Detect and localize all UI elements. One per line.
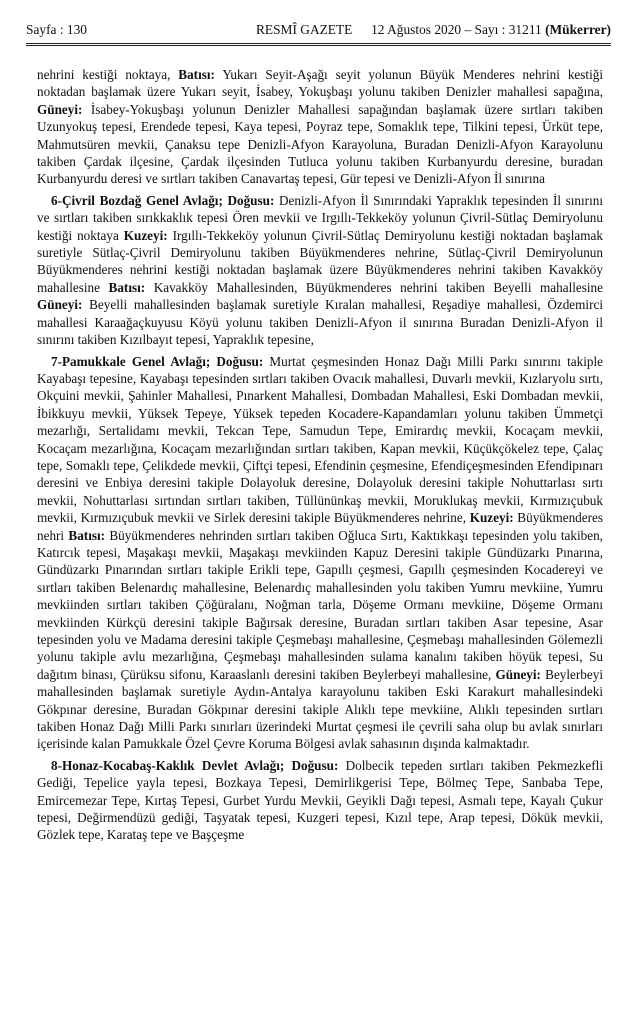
text-run: Murtat çeşmesinden Honaz Dağı Milli Parkı sınırını takiple Kayabaşı tepesine, Kayabaşı tepesinden sırtları takiben Ovacık mahallesi, Duvarlı mevkii, Kızlaryolu sırtı, Okçuini mevkii, Şahinler Mahallesi, Pınarkent Mahallesi, Dombadan Mahallesi, Eski Dombadan mevkii, İbikkuyu mevkii, Yüksek Tepeye, Yüksek tepeden Kocadere-Kapandamları yolunu takiben Ümmetçi mezarlığı, Sertalidamı mevkii, Tekcan Tepe, Samudun Tepe, Emirardıç mevkii, Kocaçam mevkii, Kocaçam mezarlığına, Kocaçam mezarlığından sırtları takiben, Kapan mevkii, Küçükçökelez tepe, Çalaç tepe, Somaklı tepe, Çelikdede mevkii, Çiftçi tepesi, Efendinin çeşmesine, Efendiçeşmesinden Efendipınarı deresini ve Enbiya deresini takiple Dolayoluk deresine, Dolayoluk deresini takiple Nohuttarlası sırtı mevkii, Nohuttarlası sırtından sırtları takiben, Tüllününkaş mevkii, Moruklukaş mevkii, Kırmızıçubuk mevkii, Kırmızıçubuk mevkii ve Sirlek deresini takiple Büyükmenderes nehrine, bbox=[37, 353, 603, 526]
bold-label: Güneyi: bbox=[37, 101, 83, 117]
text-run: Denizli-Afyon İl Sınırındaki Yapraklık tepesinden İl sınırını ve sırtları takiben sırıkkaklık tepesi Ören mevkii ve Irgıllı-Tekkeköy yolunun Çivril-Sütlaç Demiryolunu kestiği noktaya bbox=[37, 192, 603, 243]
section-8-honaz bbox=[37, 757, 603, 844]
section-6-civril bbox=[37, 192, 603, 349]
date-issue-text: 12 Ağustos 2020 – Sayı : 31211 bbox=[371, 22, 546, 37]
bold-label: Batısı: bbox=[178, 67, 215, 82]
document-body bbox=[37, 66, 603, 844]
bold-label: Güneyi: bbox=[495, 666, 541, 682]
text-run: Beyelli mahallesinden başlamak suretiyle Kıralan mahallesi, Reşadiye mahallesi, Özdemirci mahallesi Karaağaçkuyusu Köyü yolunu takiben Denizli-Afyon il sınırına Buradan Denizli-Afyon il sınırını takiben Kızılbayıt tepesi, Yapraklık tepesine, bbox=[37, 297, 603, 348]
text-run: Kavakköy Mahallesinden, Büyükmenderes nehrini takiben Beyelli mahallesine bbox=[145, 279, 604, 295]
text-run: Beylerbeyi mahallesinden başlamak suretiyle Aydın-Antalya karayolunu takiben Eski Karakurt mahallesindeki Gökpınar deresine, Buradan Gökpınar deresini takiple Alıklı tepe mevkiine, Alıklı tepesinden sırtları takiben Honaz Dağı Milli Parkı sınırları üzerindeki Murtat çeşmesi ile çevrili saha olup bu avlak sınırları içerisinde kalan Pamukkale Özel Çevre Koruma Bölgesi avlak sahasının dışında kalmaktadır. bbox=[37, 666, 604, 752]
bold-label: Güneyi: bbox=[37, 297, 83, 313]
bold-label: Kuzeyi: bbox=[123, 227, 168, 243]
header-rule bbox=[26, 43, 611, 46]
text-run: Yukarı Seyit-Aşağı seyit yolunun Büyük Menderes nehrini kestiği noktadan başlamak üzere Yukarı seyit, İsabey, Yokuşbaşı yolunu takiben Denizler mahallesi sapağına, bbox=[37, 67, 603, 100]
paragraph-continued bbox=[37, 66, 603, 188]
section-heading: 7-Pamukkale Genel Avlağı; Doğusu: bbox=[51, 353, 264, 369]
section-heading: 6-Çivril Bozdağ Genel Avlağı; Doğusu: bbox=[51, 192, 275, 208]
section-7-pamukkale bbox=[37, 353, 603, 753]
issue-date bbox=[371, 22, 611, 38]
text-run: İsabey-Yokuşbaşı yolunun Denizler Mahallesi sapağından başlamak üzere sırtları takiben Uzunyokuş tepesi, Erendede tepesi, Kaya tepesi, Poyraz tepe, Somaklık tepe, Tilkini tepesi, Ürküt tepe, Mahmutsüren mevkii, Çanaksu tepe Denizli-Afyon Karayoluna, Buradan Denizli-Afyon Karayolunu takiben Çardak ilçesine, Çardak ilçesinden Tutluca yolunu takiben Kurbanyurdu deresine, buradan Kurbanyurdu deresi ve sırtları takiben Canavartaş tepesi, Gür tepesi ve Denizli-Afyon İl sınırına bbox=[37, 101, 603, 187]
special-edition-label: (Mükerrer) bbox=[545, 22, 611, 37]
page-header bbox=[26, 22, 611, 42]
page-number: Sayfa : 130 bbox=[26, 22, 87, 37]
text-run: Dolbecik tepeden sırtları takiben Pekmezkefli Gediği, Tepelice yayla tepesi, Bozkaya Tepesi, Demirlikgerisi Tepe, Bölmeç Tepe, Sanbaba Tepe, Emircemezar Tepe, Kırtaş Tepesi, Gurbet Yurdu Mevkii, Geyikli Dağı tepesi, Asmalı tepe, Kayalı Çukur tepesi, Değirmendüzü gediği, Taşyatak tepesi, Kuzgeri tepesi, Kızıl tepe, Arap tepesi, Dökük mevkii, Gözlek tepe, Karataş tepe ve Başçeşme bbox=[37, 757, 603, 843]
bold-label: Batısı: bbox=[68, 527, 106, 543]
text-run: Irgıllı-Tekkeköy yolunun Çivril-Sütlaç Demiryolunu kestiği noktadan başlamak suretiyle Sütlaç-Çivril Demiryolunu takiben Büyükmenderes nehrine, Sütlaç-Çivril Demiryolunun Büyükmenderes nehrini kestiği noktadan başlamak üzere Büyükmenderes nehrini takiben Kavakköy mahallesine bbox=[37, 227, 603, 295]
bold-label: Kuzeyi: bbox=[469, 510, 514, 526]
section-heading: 8-Honaz-Kocabaş-Kaklık Devlet Avlağı; Doğusu: bbox=[51, 757, 339, 773]
text-run: Büyükmenderes nehri bbox=[37, 510, 603, 543]
text-run: nehrini kestiği noktaya, bbox=[37, 67, 179, 82]
text-run: Büyükmenderes nehrinden sırtları takiben Oğluca Sırtı, Kaktıkkaşı tepesinden yolu takiben, Katırcık tepesi, Maşakaşı mevkii, Maşakaşı mevkiinden Kapuz Deresini takiple Gündüzarkı Pınarına, Gündüzarkı Pınarından sırtları takiple Erikli tepe, Gapıllı çeşmesi, Gapıllı çeşmesinden Kocadereyi ve sırtları takiben Belenardıç mahallesine, Belenardıç mahallesinden yolu takiben Yumru mevkiine, Yumru mevkiinden sırtları takiben Çöğüralanı, Noğman tarla, Döşeme Ormanı mevkiine, Döşeme Ormanı mevkiinden Kürkçü deresini takiple Bağırsak deresine, Buradan sırtları takiben Asar tepesine, Asar tepesinden yolu ve Madama deresini takiple Çeşmebaşı mahallesine, Çeşmebaşı mahallesinden Gölemezli yolunu takiple avlu mezarlığına, Çeşmebaşı mahallesinden sulama kanalını takiben höyük tepesi, Su dağıtım binası, Çürüksu sifonu, Karaaslanlı deresini takiben Beylerbeyi mahallesine, bbox=[37, 527, 603, 682]
gazette-title: RESMÎ GAZETE bbox=[256, 22, 353, 37]
bold-label: Batısı: bbox=[108, 279, 146, 295]
